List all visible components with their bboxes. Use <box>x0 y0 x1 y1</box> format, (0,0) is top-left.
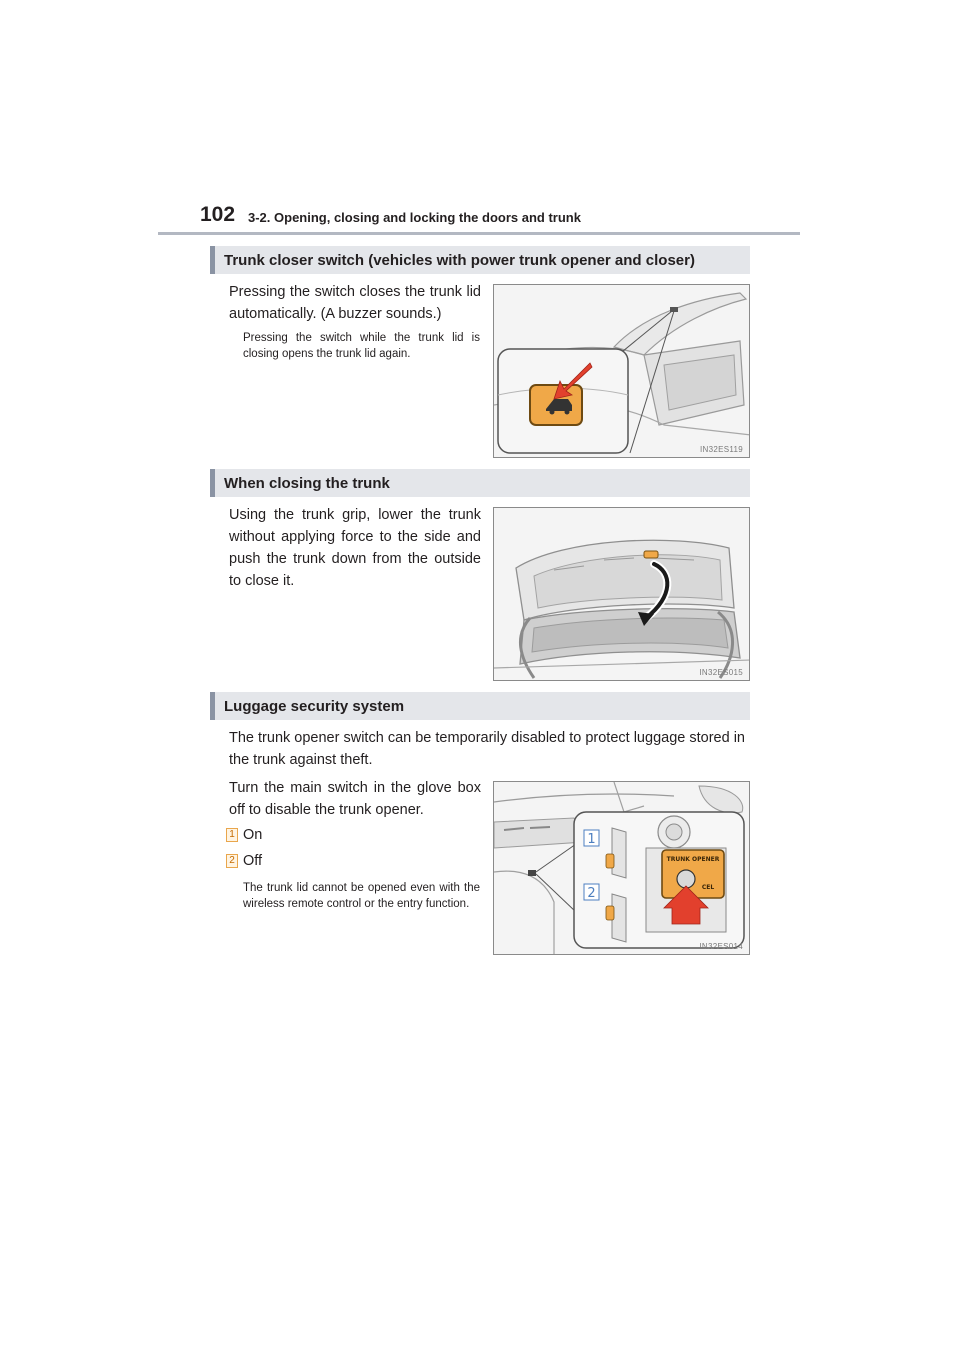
luggage-security-body: Turn the main switch in the glove box off to disable the trunk opener. <box>229 780 481 818</box>
trunk-closer-figure <box>493 284 750 458</box>
page-number: 102 <box>200 203 236 226</box>
list-item-on: On <box>243 827 263 843</box>
section-title-luggage-security <box>210 692 750 720</box>
section-title-text: Luggage security system <box>224 697 405 715</box>
luggage-security-figure <box>493 781 750 955</box>
section-title-text: Trunk closer switch (vehicles with power trunk opener and closer) <box>224 251 695 269</box>
trunk-closer-illustration <box>494 285 750 458</box>
section-title-closing-trunk <box>210 469 750 497</box>
luggage-security-note: The trunk lid cannot be opened even with the wireless remote control or the entry function. <box>243 882 480 910</box>
section-title-text: When closing the trunk <box>224 474 390 492</box>
switch-label-top: TRUNK OPENER <box>666 856 720 863</box>
running-title: 3-2. Opening, closing and locking the doors and trunk <box>248 210 581 225</box>
switch-label-bottom: CEL <box>701 884 715 891</box>
glove-box-illustration <box>494 782 750 955</box>
closing-trunk-illustration <box>494 508 750 681</box>
figure-code: IN32ES119 <box>699 445 743 454</box>
header-divider <box>158 232 800 235</box>
figure-code: IN32ES015 <box>699 668 743 677</box>
section-title-trunk-closer <box>210 246 750 274</box>
trunk-closer-body: Pressing the switch closes the trunk lid automatically. (A buzzer sounds.) <box>229 284 481 322</box>
luggage-security-intro: The trunk opener switch can be temporarily disabled to protect luggage stored in the trunk against theft. <box>229 730 745 768</box>
trunk-closer-note: Pressing the switch while the trunk lid is closing opens the trunk lid again. <box>243 332 480 360</box>
closing-trunk-body: Using the trunk grip, lower the trunk without applying force to the side and push the trunk down from the outside to close it. <box>229 507 481 589</box>
callout-2: 2 <box>587 886 596 901</box>
callout-1: 1 <box>587 832 596 847</box>
list-number-2: 2 <box>226 854 238 868</box>
figure-code: IN32ES014 <box>699 942 743 951</box>
list-number-1: 1 <box>226 828 238 842</box>
list-item-off: Off <box>243 853 263 869</box>
closing-trunk-figure <box>493 507 750 681</box>
